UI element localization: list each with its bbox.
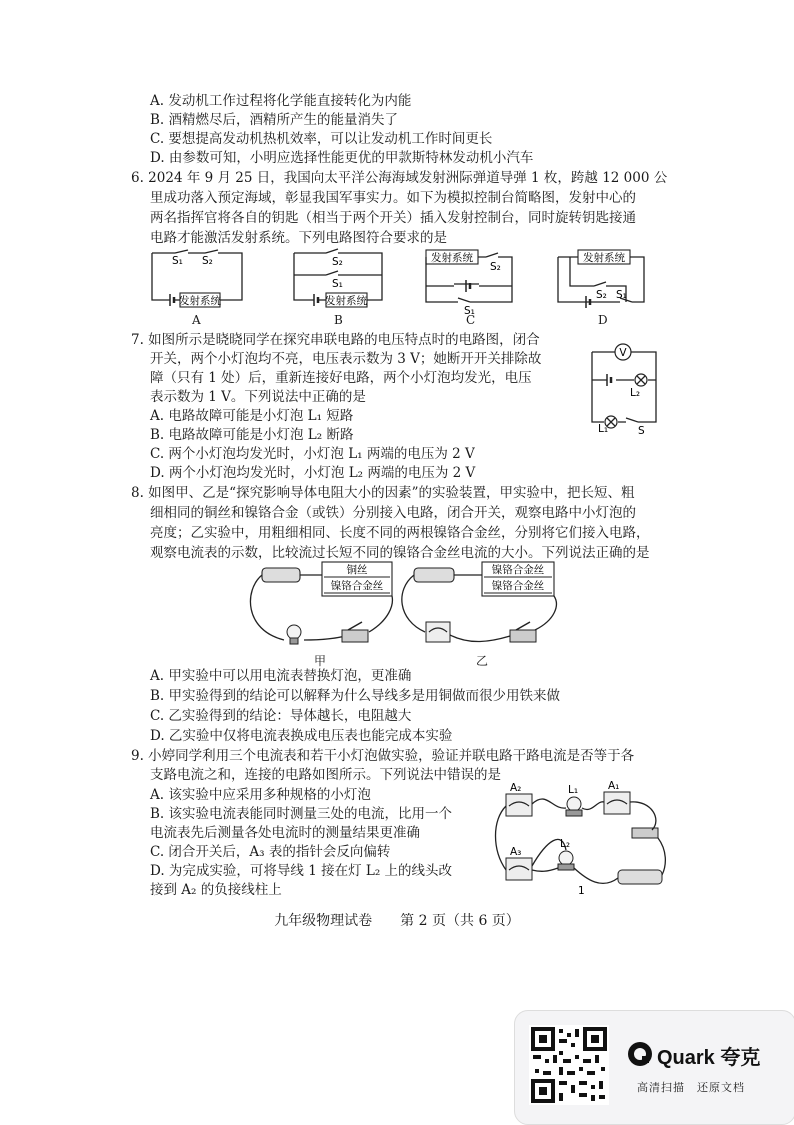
q8-yi-nichrome1-label: 镍铬合金丝	[491, 564, 545, 576]
q6a-s2: S₂	[202, 255, 213, 267]
q7-stem-line2: 开关，两个小灯泡均不亮，电压表示数为 3 V；她断开开关排除故	[150, 351, 542, 367]
q6a-s1: S₁	[172, 255, 183, 267]
q7-stem-line4: 表示数为 1 V。下列说法中正确的是	[150, 389, 366, 405]
q8-jia-label: 甲	[314, 654, 327, 668]
q9-stem-line1: 9. 小婷同学利用三个电流表和若干小灯泡做实验，验证并联电路干路电流是否等于各	[131, 748, 635, 764]
q8-stem-line3: 亮度；乙实验中，用粗细相同、长度不同的两根镍铬合金丝，分别将它们接入电路，	[150, 525, 650, 541]
q6c-s1: S₁	[464, 305, 475, 317]
q6c-system-label: 发射系统	[431, 252, 473, 264]
q7-switch-label: S	[638, 425, 645, 437]
q6a-system-label: 发射系统	[179, 295, 221, 307]
q7-circuit	[590, 342, 660, 437]
q8-yi-nichrome2-label: 镍铬合金丝	[491, 580, 545, 592]
q9-a3-label: A₃	[510, 846, 522, 858]
q8-stem-line2: 细相同的铜丝和镍铬合金（或铁）分别接入电路，闭合开关，观察电路中小灯泡的	[150, 505, 636, 521]
q7-l2-label: L₂	[630, 387, 641, 399]
q9-l1-label: L₁	[568, 784, 579, 796]
q9-option-b-line2: 电流表先后测量各处电流时的测量结果更准确	[150, 825, 420, 841]
quark-watermark-badge	[514, 1010, 794, 1125]
q9-option-b-line1: B. 该实验电流表能同时测量三处的电流，比用一个	[150, 806, 453, 822]
q7-stem-line3: 障（只有 1 处）后，重新连接好电路，两个小灯泡均发光，电压	[150, 370, 532, 386]
q9-l2-label: L₂	[560, 838, 571, 850]
q6d-s2: S₂	[596, 289, 607, 301]
page-footer: 九年级物理试卷 第 2 页（共 6 页）	[274, 913, 520, 929]
q8-option-a: A. 甲实验中可以用电流表替换灯泡，更准确	[150, 668, 412, 684]
q5-option-d: D. 由参数可知，小明应选择性能更优的甲款斯特林发动机小汽车	[150, 150, 534, 166]
q6-circuit-b	[292, 248, 384, 310]
q9-circuit	[492, 780, 672, 898]
q6-stem-line1: 6. 2024 年 9 月 25 日，我国向太平洋公海海域发射洲际弹道导弹 1 枚，跨越 12 000 公	[131, 170, 668, 186]
q8-option-d: D. 乙实验中仅将电流表换成电压表也能完成本实验	[150, 728, 453, 744]
q6-choice-c: C	[466, 313, 476, 327]
q8-jia-copper-label: 铜丝	[346, 564, 368, 576]
q8-jia-nichrome-label: 镍铬合金丝	[330, 580, 384, 592]
q9-a1-label: A₁	[608, 780, 620, 792]
q6-stem-line2: 里成功落入预定海域，彰显我国军事实力。如下为模拟控制台简略图，发射中心的	[150, 190, 636, 206]
q6-circuit-d	[556, 248, 648, 310]
q6-stem-line3: 两名指挥官将各自的钥匙（相当于两个开关）插入发射控制台，同时旋转钥匙接通	[150, 210, 636, 226]
q7-option-a: A. 电路故障可能是小灯泡 L₁ 短路	[150, 408, 354, 424]
q9-wire-number: 1	[578, 885, 585, 897]
q5-option-a: A. 发动机工作过程将化学能直接转化为内能	[150, 93, 412, 109]
qr-code-icon	[529, 1025, 609, 1105]
q9-option-d-line1: D. 为完成实验，可将导线 1 接在灯 L₂ 上的线头改	[150, 863, 453, 879]
q5-option-c: C. 要想提高发动机热机效率，可以让发动机工作时间更长	[150, 131, 493, 147]
q8-apparatus-yi	[400, 560, 560, 660]
q6-circuit-c	[424, 248, 516, 317]
q6b-s2: S₂	[332, 256, 343, 268]
q8-apparatus-jia	[244, 560, 394, 660]
q7-option-d: D. 两个小灯泡均发光时，小灯泡 L₂ 两端的电压为 2 V	[150, 465, 476, 481]
q9-stem-line2: 支路电流之和，连接的电路如图所示。下列说法中错误的是	[150, 767, 501, 783]
q6d-system-label: 发射系统	[583, 252, 625, 264]
q9-option-c: C. 闭合开关后，A₃ 表的指针会反向偏转	[150, 844, 391, 860]
q6b-s1: S₁	[332, 278, 343, 290]
quark-slogan: 高清扫描 还原文档	[637, 1081, 745, 1094]
q7-stem-line1: 7. 如图所示是晓晓同学在探究串联电路的电压特点时的电路图，闭合	[131, 332, 540, 348]
q6d-s1: S₁	[616, 289, 627, 301]
q6c-s2: S₂	[490, 261, 501, 273]
q6-choice-a: A	[192, 313, 201, 327]
q6-circuit-a	[150, 248, 245, 310]
q7-voltmeter-label: V	[619, 347, 627, 359]
quark-brand: Quark 夸克	[657, 1047, 761, 1069]
q7-l1-label: L₁	[598, 423, 609, 435]
q8-yi-label: 乙	[476, 654, 489, 668]
q8-option-b: B. 甲实验得到的结论可以解释为什么导线多是用铜做而很少用铁来做	[150, 688, 561, 704]
q6-choice-d: D	[598, 313, 608, 327]
q6-stem-line4: 电路才能激活发射系统。下列电路图符合要求的是	[150, 230, 447, 246]
q9-a2-label: A₂	[510, 782, 522, 794]
q9-option-a: A. 该实验中应采用多种规格的小灯泡	[150, 787, 371, 803]
q9-option-d-line2: 接到 A₂ 的负接线柱上	[150, 882, 282, 898]
q6-choice-b: B	[334, 313, 343, 327]
q8-stem-line1: 8. 如图甲、乙是“探究影响导体电阻大小的因素”的实验装置，甲实验中，把长短、粗	[131, 485, 635, 501]
q7-option-b: B. 电路故障可能是小灯泡 L₂ 断路	[150, 427, 354, 443]
q8-option-c: C. 乙实验得到的结论：导体越长，电阻越大	[150, 708, 412, 724]
q6b-system-label: 发射系统	[325, 295, 367, 307]
q7-option-c: C. 两个小灯泡均发光时，小灯泡 L₁ 两端的电压为 2 V	[150, 446, 475, 462]
quark-logo-icon	[627, 1041, 653, 1067]
q8-stem-line4: 观察电流表的示数，比较流过长短不同的镍铬合金丝电流的大小。下列说法正确的是	[150, 545, 650, 561]
q5-option-b: B. 酒精燃尽后，酒精所产生的能量消失了	[150, 112, 399, 128]
